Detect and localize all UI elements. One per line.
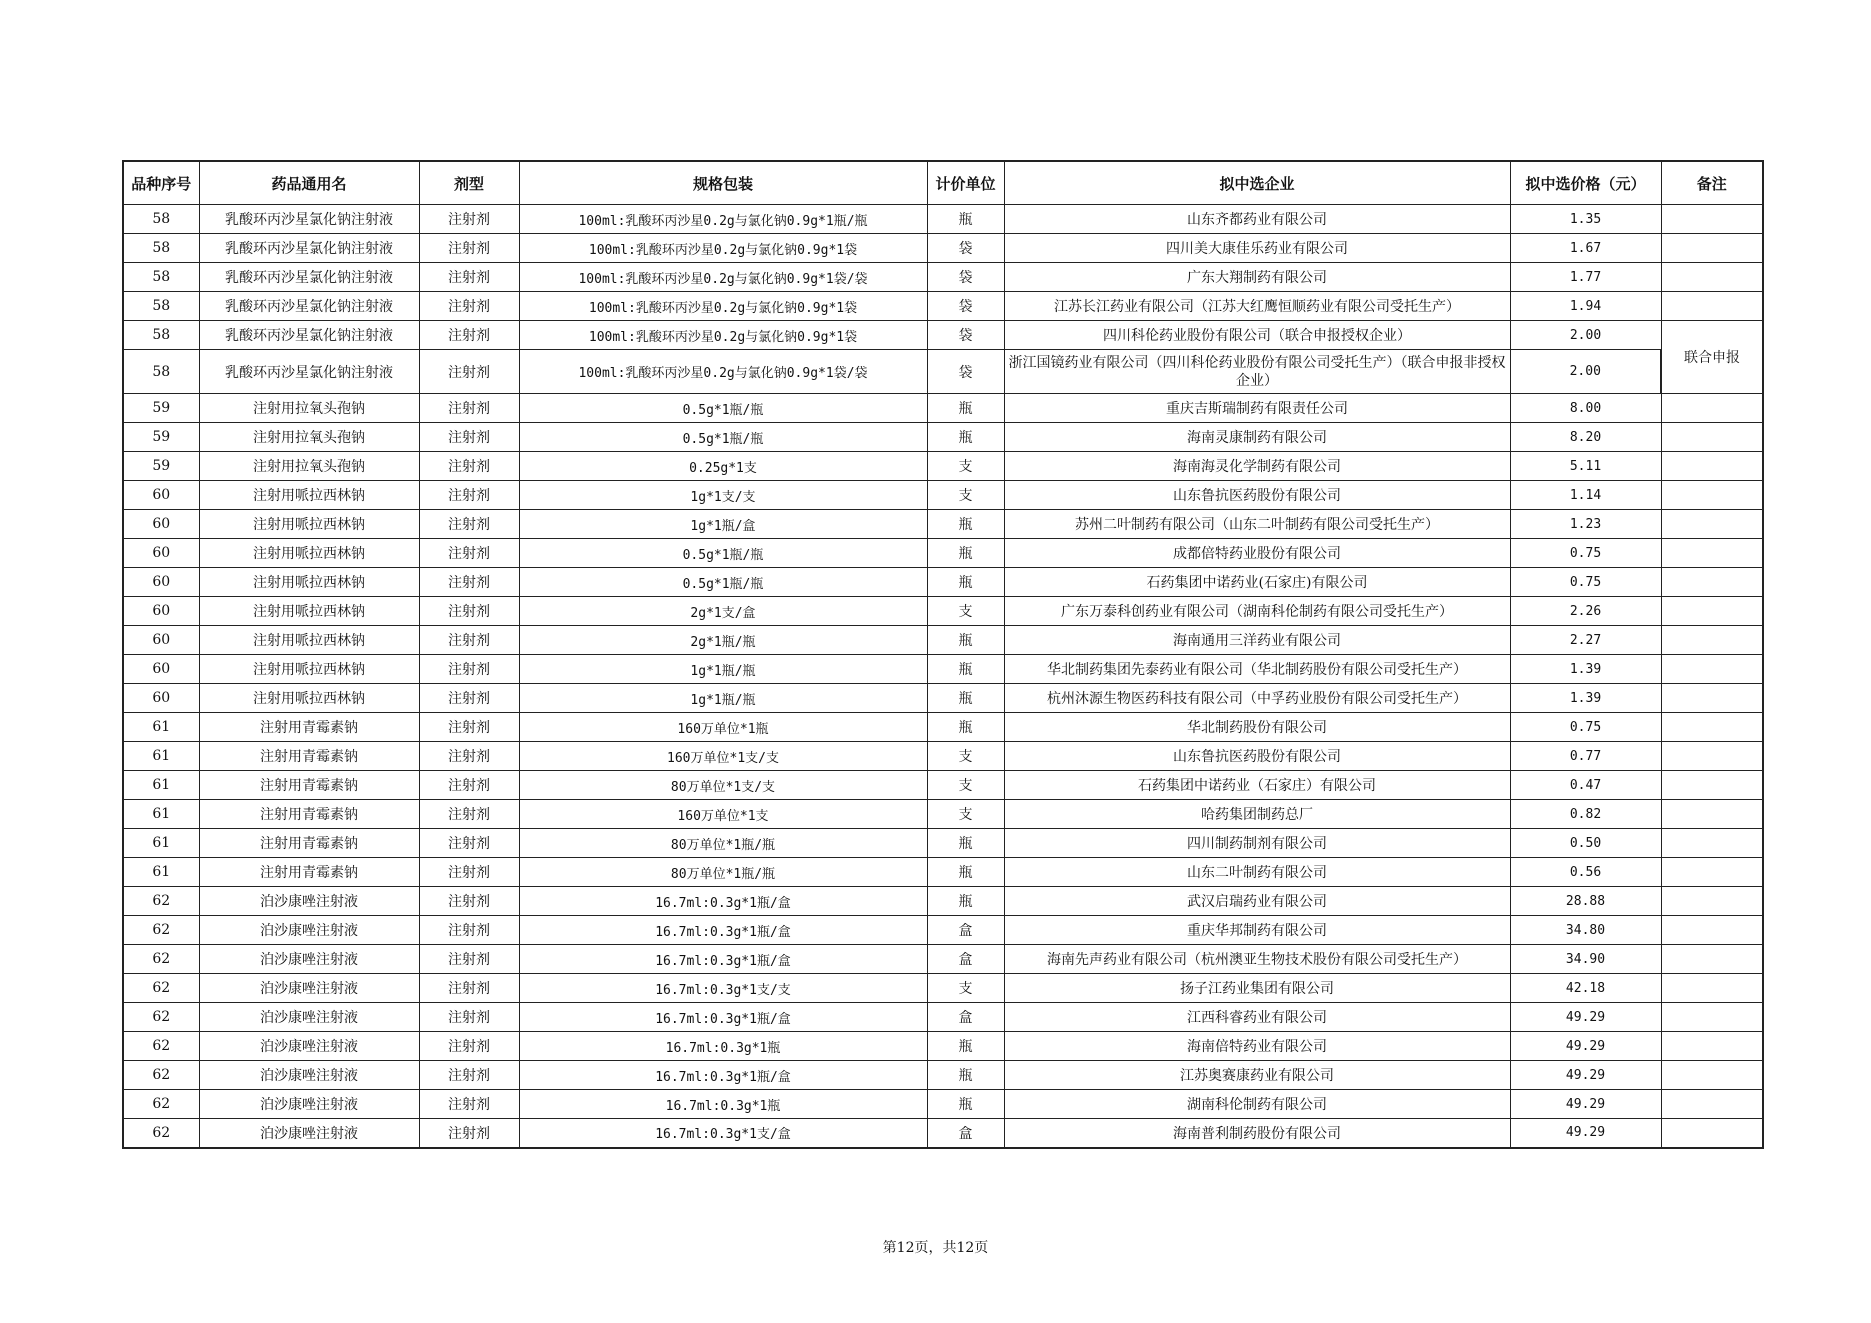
cell-note [1661,292,1763,321]
cell-price: 0.50 [1510,829,1661,858]
cell-note [1661,1003,1763,1032]
cell-note [1661,1032,1763,1061]
cell-no: 61 [123,713,199,742]
cell-spec: 160万单位*1支 [519,800,927,829]
cell-price: 0.47 [1510,771,1661,800]
table-row [123,205,1763,234]
cell-unit: 瓶 [927,539,1004,568]
table-row [123,321,1763,350]
cell-dosage-form: 注射剂 [419,1119,519,1148]
cell-note [1661,887,1763,916]
cell-spec: 100ml:乳酸环丙沙星0.2g与氯化钠0.9g*1袋/袋 [519,350,927,394]
cell-drug-name: 乳酸环丙沙星氯化钠注射液 [199,350,419,394]
cell-no: 62 [123,916,199,945]
col-header-drug-name: 药品通用名 [199,161,419,205]
cell-note [1661,974,1763,1003]
cell-company: 海南灵康制药有限公司 [1004,423,1510,452]
cell-unit: 支 [927,597,1004,626]
cell-no: 62 [123,887,199,916]
cell-unit: 瓶 [927,626,1004,655]
cell-price: 0.75 [1510,713,1661,742]
cell-unit: 瓶 [927,858,1004,887]
cell-note [1661,452,1763,481]
cell-no: 61 [123,771,199,800]
cell-spec: 1g*1瓶/瓶 [519,684,927,713]
cell-dosage-form: 注射剂 [419,263,519,292]
cell-dosage-form: 注射剂 [419,423,519,452]
cell-drug-name: 乳酸环丙沙星氯化钠注射液 [199,292,419,321]
cell-no: 61 [123,829,199,858]
cell-unit: 瓶 [927,394,1004,423]
cell-spec: 100ml:乳酸环丙沙星0.2g与氯化钠0.9g*1瓶/瓶 [519,205,927,234]
cell-company: 华北制药股份有限公司 [1004,713,1510,742]
cell-dosage-form: 注射剂 [419,713,519,742]
cell-note [1661,510,1763,539]
cell-spec: 0.5g*1瓶/瓶 [519,539,927,568]
cell-dosage-form: 注射剂 [419,568,519,597]
cell-price: 28.88 [1510,887,1661,916]
cell-spec: 0.5g*1瓶/瓶 [519,394,927,423]
cell-company: 杭州沐源生物医药科技有限公司（中孚药业股份有限公司受托生产） [1004,684,1510,713]
cell-price: 8.00 [1510,394,1661,423]
cell-no: 61 [123,858,199,887]
cell-dosage-form: 注射剂 [419,655,519,684]
cell-note [1661,205,1763,234]
cell-dosage-form: 注射剂 [419,321,519,350]
cell-drug-name: 泊沙康唑注射液 [199,1090,419,1119]
cell-drug-name: 乳酸环丙沙星氯化钠注射液 [199,321,419,350]
cell-price: 0.77 [1510,742,1661,771]
cell-note [1661,800,1763,829]
cell-drug-name: 注射用青霉素钠 [199,713,419,742]
cell-no: 60 [123,626,199,655]
table-row [123,858,1763,887]
cell-company: 江苏长江药业有限公司（江苏大红鹰恒顺药业有限公司受托生产） [1004,292,1510,321]
cell-dosage-form: 注射剂 [419,887,519,916]
cell-no: 59 [123,394,199,423]
table-row [123,263,1763,292]
cell-spec: 100ml:乳酸环丙沙星0.2g与氯化钠0.9g*1袋/袋 [519,263,927,292]
cell-price: 0.75 [1510,539,1661,568]
cell-spec: 160万单位*1瓶 [519,713,927,742]
cell-price: 1.23 [1510,510,1661,539]
cell-drug-name: 注射用哌拉西林钠 [199,684,419,713]
cell-no: 61 [123,800,199,829]
cell-dosage-form: 注射剂 [419,510,519,539]
cell-no: 58 [123,234,199,263]
cell-no: 60 [123,597,199,626]
cell-company: 苏州二叶制药有限公司（山东二叶制药有限公司受托生产） [1004,510,1510,539]
cell-price: 1.39 [1510,655,1661,684]
table-row [123,423,1763,452]
cell-no: 62 [123,1090,199,1119]
cell-drug-name: 注射用哌拉西林钠 [199,568,419,597]
cell-company: 扬子江药业集团有限公司 [1004,974,1510,1003]
cell-company: 四川科伦药业股份有限公司（联合申报授权企业） [1004,321,1510,350]
cell-dosage-form: 注射剂 [419,539,519,568]
cell-drug-name: 注射用拉氧头孢钠 [199,423,419,452]
cell-company: 山东鲁抗医药股份有限公司 [1004,481,1510,510]
table-row [123,771,1763,800]
cell-price: 1.35 [1510,205,1661,234]
cell-company: 石药集团中诺药业（石家庄）有限公司 [1004,771,1510,800]
cell-spec: 0.5g*1瓶/瓶 [519,568,927,597]
cell-drug-name: 注射用哌拉西林钠 [199,510,419,539]
cell-unit: 支 [927,452,1004,481]
cell-no: 60 [123,655,199,684]
cell-no: 59 [123,423,199,452]
cell-spec: 16.7ml:0.3g*1瓶/盒 [519,916,927,945]
cell-unit: 瓶 [927,713,1004,742]
cell-unit: 瓶 [927,684,1004,713]
cell-unit: 瓶 [927,655,1004,684]
cell-price: 1.14 [1510,481,1661,510]
table-row [123,452,1763,481]
cell-dosage-form: 注射剂 [419,858,519,887]
cell-price: 1.94 [1510,292,1661,321]
page-number: 第12页，共12页 [882,1240,989,1256]
cell-spec: 1g*1支/支 [519,481,927,510]
cell-note [1661,539,1763,568]
cell-no: 62 [123,1061,199,1090]
cell-dosage-form: 注射剂 [419,597,519,626]
table-row [123,292,1763,321]
cell-company: 海南海灵化学制药有限公司 [1004,452,1510,481]
cell-note [1661,742,1763,771]
cell-note: 联合申报 [1661,321,1763,394]
cell-company: 广东万泰科创药业有限公司（湖南科伦制药有限公司受托生产） [1004,597,1510,626]
cell-unit: 支 [927,800,1004,829]
table-row [123,350,1763,394]
cell-company: 海南倍特药业有限公司 [1004,1032,1510,1061]
cell-spec: 16.7ml:0.3g*1支/支 [519,974,927,1003]
bid-result-table [122,160,1764,1149]
cell-drug-name: 注射用哌拉西林钠 [199,597,419,626]
cell-spec: 0.5g*1瓶/瓶 [519,423,927,452]
cell-company: 海南通用三洋药业有限公司 [1004,626,1510,655]
cell-unit: 支 [927,481,1004,510]
cell-spec: 100ml:乳酸环丙沙星0.2g与氯化钠0.9g*1袋 [519,234,927,263]
table-row [123,234,1763,263]
cell-drug-name: 泊沙康唑注射液 [199,1119,419,1148]
table-row [123,742,1763,771]
cell-no: 62 [123,1032,199,1061]
cell-note [1661,626,1763,655]
cell-note [1661,713,1763,742]
cell-price: 34.80 [1510,916,1661,945]
cell-company: 江苏奥赛康药业有限公司 [1004,1061,1510,1090]
cell-dosage-form: 注射剂 [419,771,519,800]
table-row [123,597,1763,626]
table-row [123,1003,1763,1032]
cell-drug-name: 注射用拉氧头孢钠 [199,452,419,481]
cell-price: 2.00 [1510,321,1661,350]
cell-unit: 瓶 [927,510,1004,539]
cell-unit: 袋 [927,292,1004,321]
cell-spec: 16.7ml:0.3g*1瓶 [519,1090,927,1119]
cell-unit: 瓶 [927,1061,1004,1090]
col-header-price: 拟中选价格（元） [1510,161,1661,205]
cell-unit: 支 [927,974,1004,1003]
cell-unit: 袋 [927,263,1004,292]
cell-unit: 袋 [927,234,1004,263]
cell-dosage-form: 注射剂 [419,234,519,263]
cell-drug-name: 泊沙康唑注射液 [199,1061,419,1090]
cell-spec: 16.7ml:0.3g*1瓶/盒 [519,1003,927,1032]
cell-company: 广东大翔制药有限公司 [1004,263,1510,292]
cell-unit: 盒 [927,916,1004,945]
cell-dosage-form: 注射剂 [419,481,519,510]
cell-no: 62 [123,1119,199,1148]
table-row [123,626,1763,655]
cell-drug-name: 泊沙康唑注射液 [199,887,419,916]
cell-drug-name: 注射用哌拉西林钠 [199,626,419,655]
cell-note [1661,1119,1763,1148]
cell-price: 1.67 [1510,234,1661,263]
cell-drug-name: 注射用青霉素钠 [199,771,419,800]
cell-unit: 瓶 [927,829,1004,858]
cell-spec: 80万单位*1瓶/瓶 [519,829,927,858]
cell-drug-name: 泊沙康唑注射液 [199,1003,419,1032]
cell-dosage-form: 注射剂 [419,916,519,945]
cell-price: 49.29 [1510,1003,1661,1032]
cell-drug-name: 注射用哌拉西林钠 [199,539,419,568]
cell-no: 60 [123,481,199,510]
cell-note [1661,1090,1763,1119]
cell-price: 1.77 [1510,263,1661,292]
cell-dosage-form: 注射剂 [419,1003,519,1032]
cell-spec: 100ml:乳酸环丙沙星0.2g与氯化钠0.9g*1袋 [519,321,927,350]
cell-spec: 160万单位*1支/支 [519,742,927,771]
cell-dosage-form: 注射剂 [419,800,519,829]
cell-price: 2.27 [1510,626,1661,655]
cell-price: 49.29 [1510,1032,1661,1061]
cell-note [1661,916,1763,945]
table-row [123,829,1763,858]
table-row [123,568,1763,597]
cell-unit: 袋 [927,350,1004,394]
table-row [123,481,1763,510]
cell-unit: 袋 [927,321,1004,350]
cell-dosage-form: 注射剂 [419,452,519,481]
cell-company: 武汉启瑞药业有限公司 [1004,887,1510,916]
cell-spec: 1g*1瓶/盒 [519,510,927,539]
cell-drug-name: 注射用拉氧头孢钠 [199,394,419,423]
cell-spec: 80万单位*1支/支 [519,771,927,800]
col-header-note: 备注 [1661,161,1763,205]
cell-drug-name: 注射用青霉素钠 [199,742,419,771]
cell-company: 石药集团中诺药业(石家庄)有限公司 [1004,568,1510,597]
table-row [123,887,1763,916]
cell-spec: 1g*1瓶/瓶 [519,655,927,684]
cell-spec: 16.7ml:0.3g*1瓶/盒 [519,887,927,916]
cell-company: 浙江国镜药业有限公司（四川科伦药业股份有限公司受托生产）（联合申报非授权企业） [1004,350,1510,394]
cell-note [1661,858,1763,887]
cell-company: 湖南科伦制药有限公司 [1004,1090,1510,1119]
cell-unit: 瓶 [927,568,1004,597]
cell-unit: 盒 [927,945,1004,974]
cell-company: 山东二叶制药有限公司 [1004,858,1510,887]
cell-no: 60 [123,684,199,713]
col-header-company: 拟中选企业 [1004,161,1510,205]
cell-spec: 2g*1支/盒 [519,597,927,626]
cell-drug-name: 注射用哌拉西林钠 [199,481,419,510]
cell-spec: 16.7ml:0.3g*1支/盒 [519,1119,927,1148]
cell-price: 8.20 [1510,423,1661,452]
cell-price: 2.00 [1510,350,1661,394]
cell-spec: 0.25g*1支 [519,452,927,481]
cell-no: 62 [123,945,199,974]
cell-drug-name: 注射用青霉素钠 [199,800,419,829]
cell-price: 0.56 [1510,858,1661,887]
cell-no: 62 [123,974,199,1003]
cell-no: 58 [123,350,199,394]
cell-drug-name: 乳酸环丙沙星氯化钠注射液 [199,263,419,292]
cell-dosage-form: 注射剂 [419,684,519,713]
table-row [123,974,1763,1003]
cell-drug-name: 泊沙康唑注射液 [199,945,419,974]
cell-note [1661,263,1763,292]
cell-dosage-form: 注射剂 [419,1032,519,1061]
cell-dosage-form: 注射剂 [419,974,519,1003]
table-row [123,510,1763,539]
cell-price: 49.29 [1510,1061,1661,1090]
cell-unit: 瓶 [927,1032,1004,1061]
cell-dosage-form: 注射剂 [419,350,519,394]
cell-unit: 瓶 [927,423,1004,452]
cell-company: 山东鲁抗医药股份有限公司 [1004,742,1510,771]
cell-no: 58 [123,321,199,350]
table-body [123,205,1763,1148]
cell-spec: 100ml:乳酸环丙沙星0.2g与氯化钠0.9g*1袋 [519,292,927,321]
cell-note [1661,655,1763,684]
cell-note [1661,234,1763,263]
cell-drug-name: 乳酸环丙沙星氯化钠注射液 [199,205,419,234]
cell-spec: 2g*1瓶/瓶 [519,626,927,655]
cell-no: 60 [123,568,199,597]
table-row [123,945,1763,974]
cell-note [1661,394,1763,423]
cell-unit: 盒 [927,1119,1004,1148]
table-row [123,916,1763,945]
table-row [123,684,1763,713]
cell-drug-name: 注射用哌拉西林钠 [199,655,419,684]
cell-note [1661,597,1763,626]
cell-dosage-form: 注射剂 [419,945,519,974]
cell-company: 重庆吉斯瑞制药有限责任公司 [1004,394,1510,423]
cell-price: 49.29 [1510,1090,1661,1119]
cell-no: 60 [123,539,199,568]
cell-company: 成都倍特药业股份有限公司 [1004,539,1510,568]
col-header-spec: 规格包装 [519,161,927,205]
cell-no: 58 [123,263,199,292]
cell-drug-name: 泊沙康唑注射液 [199,1032,419,1061]
cell-dosage-form: 注射剂 [419,626,519,655]
cell-dosage-form: 注射剂 [419,292,519,321]
cell-price: 42.18 [1510,974,1661,1003]
cell-price: 5.11 [1510,452,1661,481]
cell-unit: 盒 [927,1003,1004,1032]
cell-unit: 瓶 [927,1090,1004,1119]
table-row [123,1090,1763,1119]
table-row [123,1061,1763,1090]
cell-price: 49.29 [1510,1119,1661,1148]
cell-company: 哈药集团制药总厂 [1004,800,1510,829]
table-row [123,1119,1763,1148]
cell-drug-name: 注射用青霉素钠 [199,829,419,858]
table-row [123,1032,1763,1061]
cell-no: 61 [123,742,199,771]
cell-note [1661,771,1763,800]
cell-company: 海南先声药业有限公司（杭州澳亚生物技术股份有限公司受托生产） [1004,945,1510,974]
col-header-unit: 计价单位 [927,161,1004,205]
cell-company: 海南普利制药股份有限公司 [1004,1119,1510,1148]
table-row [123,394,1763,423]
cell-company: 四川制药制剂有限公司 [1004,829,1510,858]
cell-note [1661,481,1763,510]
cell-no: 58 [123,205,199,234]
cell-unit: 支 [927,742,1004,771]
cell-company: 重庆华邦制药有限公司 [1004,916,1510,945]
cell-drug-name: 泊沙康唑注射液 [199,974,419,1003]
cell-drug-name: 乳酸环丙沙星氯化钠注射液 [199,234,419,263]
table-row [123,655,1763,684]
col-header-no: 品种序号 [123,161,199,205]
cell-spec: 16.7ml:0.3g*1瓶/盒 [519,945,927,974]
cell-price: 0.75 [1510,568,1661,597]
table-row [123,800,1763,829]
cell-spec: 16.7ml:0.3g*1瓶/盒 [519,1061,927,1090]
cell-no: 62 [123,1003,199,1032]
table-row [123,539,1763,568]
cell-note [1661,1061,1763,1090]
cell-price: 34.90 [1510,945,1661,974]
cell-note [1661,684,1763,713]
cell-spec: 80万单位*1瓶/瓶 [519,858,927,887]
cell-company: 江西科睿药业有限公司 [1004,1003,1510,1032]
cell-drug-name: 泊沙康唑注射液 [199,916,419,945]
cell-no: 60 [123,510,199,539]
col-header-dosage-form: 剂型 [419,161,519,205]
cell-company: 四川美大康佳乐药业有限公司 [1004,234,1510,263]
cell-price: 1.39 [1510,684,1661,713]
cell-note [1661,945,1763,974]
cell-dosage-form: 注射剂 [419,1090,519,1119]
cell-unit: 瓶 [927,887,1004,916]
cell-spec: 16.7ml:0.3g*1瓶 [519,1032,927,1061]
cell-company: 华北制药集团先泰药业有限公司（华北制药股份有限公司受托生产） [1004,655,1510,684]
cell-company: 山东齐都药业有限公司 [1004,205,1510,234]
table-row [123,713,1763,742]
cell-note [1661,568,1763,597]
cell-unit: 瓶 [927,205,1004,234]
table-header-row [123,161,1763,205]
cell-dosage-form: 注射剂 [419,205,519,234]
cell-dosage-form: 注射剂 [419,829,519,858]
cell-no: 58 [123,292,199,321]
cell-no: 59 [123,452,199,481]
cell-dosage-form: 注射剂 [419,1061,519,1090]
cell-note [1661,423,1763,452]
cell-drug-name: 注射用青霉素钠 [199,858,419,887]
cell-note [1661,829,1763,858]
cell-dosage-form: 注射剂 [419,394,519,423]
cell-unit: 支 [927,771,1004,800]
cell-price: 0.82 [1510,800,1661,829]
cell-dosage-form: 注射剂 [419,742,519,771]
cell-price: 2.26 [1510,597,1661,626]
